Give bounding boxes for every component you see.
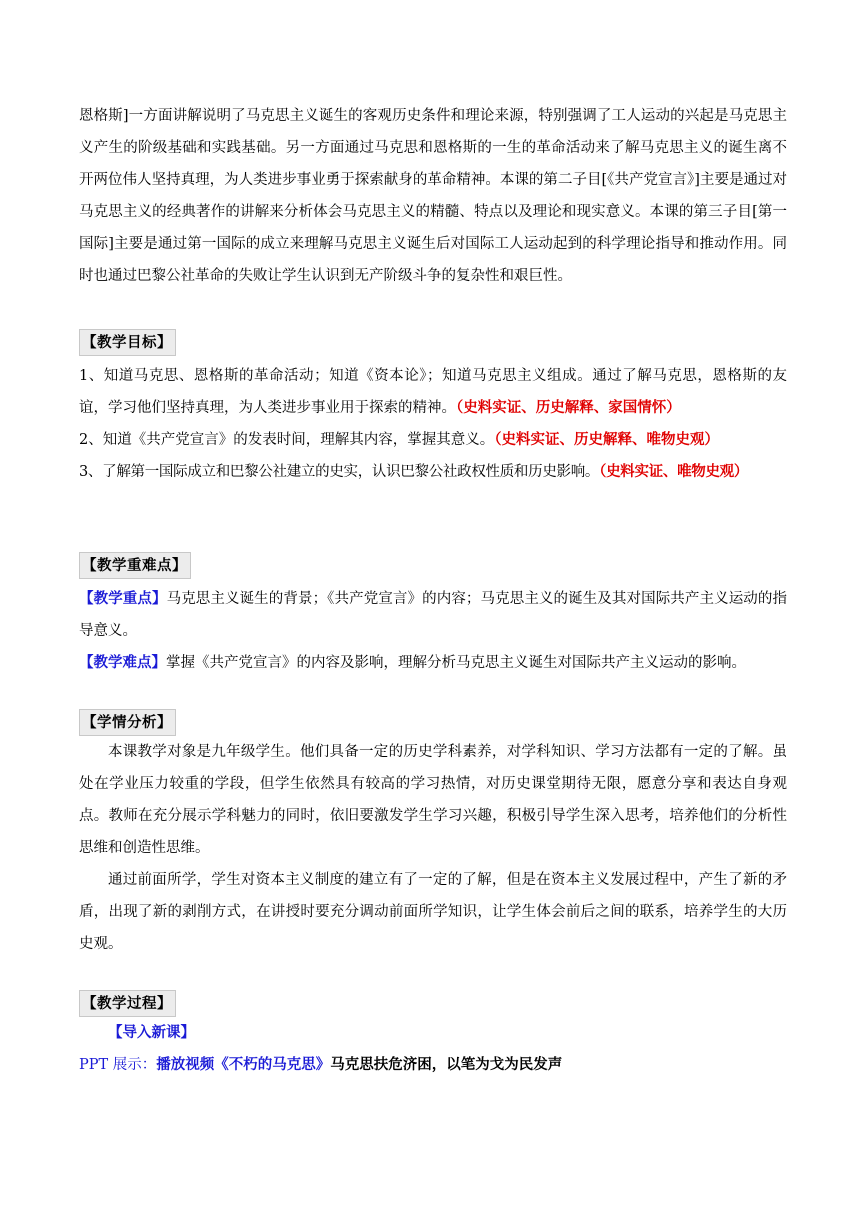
teaching-focus-label: 【教学重点】 bbox=[79, 590, 167, 607]
teaching-difficulty-label: 【教学难点】 bbox=[79, 654, 166, 671]
objective-tag-1: （史料实证、历史解释、家国情怀） bbox=[456, 399, 681, 416]
document-page bbox=[79, 100, 787, 1081]
objective-item-2: 2、知道《共产党宣言》的发表时间，理解其内容，掌握其意义。（史料实证、历史解释、唯物史观） bbox=[79, 431, 719, 448]
ppt-prefix: PPT 展示： bbox=[79, 1057, 157, 1073]
objective-item-3: 3、了解第一国际成立和巴黎公社建立的史实，认识巴黎公社政权性质和历史影响。（史料实证、唯物史观） bbox=[79, 463, 749, 480]
objectives-heading: 【教学目标】 bbox=[79, 329, 176, 356]
student-analysis-paragraph-2: 通过前面所学，学生对资本主义制度的建立有了一定的了解，但是在资本主义发展过程中，产生了新的矛盾，出现了新的剥削方式，在讲授时要充分调动前面所学知识，让学生体会前后之间的联系，培养学生的大历史观。 bbox=[79, 872, 787, 952]
intro-new-lesson: 【导入新课】 bbox=[108, 1024, 195, 1041]
student-analysis-heading: 【学情分析】 bbox=[79, 709, 176, 736]
teaching-difficulty: 【教学难点】掌握《共产党宣言》的内容及影响，理解分析马克思主义诞生对国际共产主义运动的影响。 bbox=[79, 654, 746, 671]
objective-tag-2: （史料实证、历史解释、唯物史观） bbox=[494, 431, 719, 448]
process-heading: 【教学过程】 bbox=[79, 990, 176, 1017]
ppt-video-title: 播放视频《不朽的马克思》 bbox=[156, 1056, 331, 1073]
objective-tag-3: （史料实证、唯物史观） bbox=[599, 463, 749, 480]
intro-paragraph: 恩格斯]一方面讲解说明了马克思主义诞生的客观历史条件和理论来源，特别强调了工人运动的兴起是马克思主义产生的阶级基础和实践基础。另一方面通过马克思和恩格斯的一生的革命活动来了解马克思主义的诞生离不开两位伟人坚持真理，为人类进步事业勇于探索献身的革命精神。本课的第二子目[《共产党宣言》]主要是通过对马克思主义的经典著作的讲解来分析体会马克思主义的精髓、特点以及理论和现实意义。本课的第三子目[第一国际]主要是通过第一国际的成立来理解马克思主义诞生后对国际工人运动起到的科学理论指导和推动作用。同时也通过巴黎公社革命的失败让学生认识到无产阶级斗争的复杂性和艰巨性。 bbox=[79, 108, 787, 284]
ppt-caption: 马克思扶危济困，以笔为戈为民发声 bbox=[330, 1056, 563, 1073]
ppt-display-line bbox=[79, 1049, 787, 1081]
student-analysis-paragraph-1: 本课教学对象是九年级学生。他们具备一定的历史学科素养，对学科知识、学习方法都有一定的了解。虽处在学业压力较重的学段，但学生依然具有较高的学习热情，对历史课堂期待无限，愿意分享和表达自身观点。教师在充分展示学科魅力的同时，依旧要激发学生学习兴趣，积极引导学生深入思考，培养他们的分析性思维和创造性思维。 bbox=[79, 744, 787, 856]
objective-item-1: 1、知道马克思、恩格斯的革命活动；知道《资本论》；知道马克思主义组成。通过了解马克思，恩格斯的友谊，学习他们坚持真理，为人类进步事业用于探索的精神。（史料实证、历史解释、家国情怀） bbox=[79, 368, 787, 416]
key-points-heading: 【教学重难点】 bbox=[79, 552, 191, 579]
teaching-focus: 【教学重点】马克思主义诞生的背景；《共产党宣言》的内容；马克思主义的诞生及其对国际共产主义运动的指导意义。 bbox=[79, 590, 787, 639]
